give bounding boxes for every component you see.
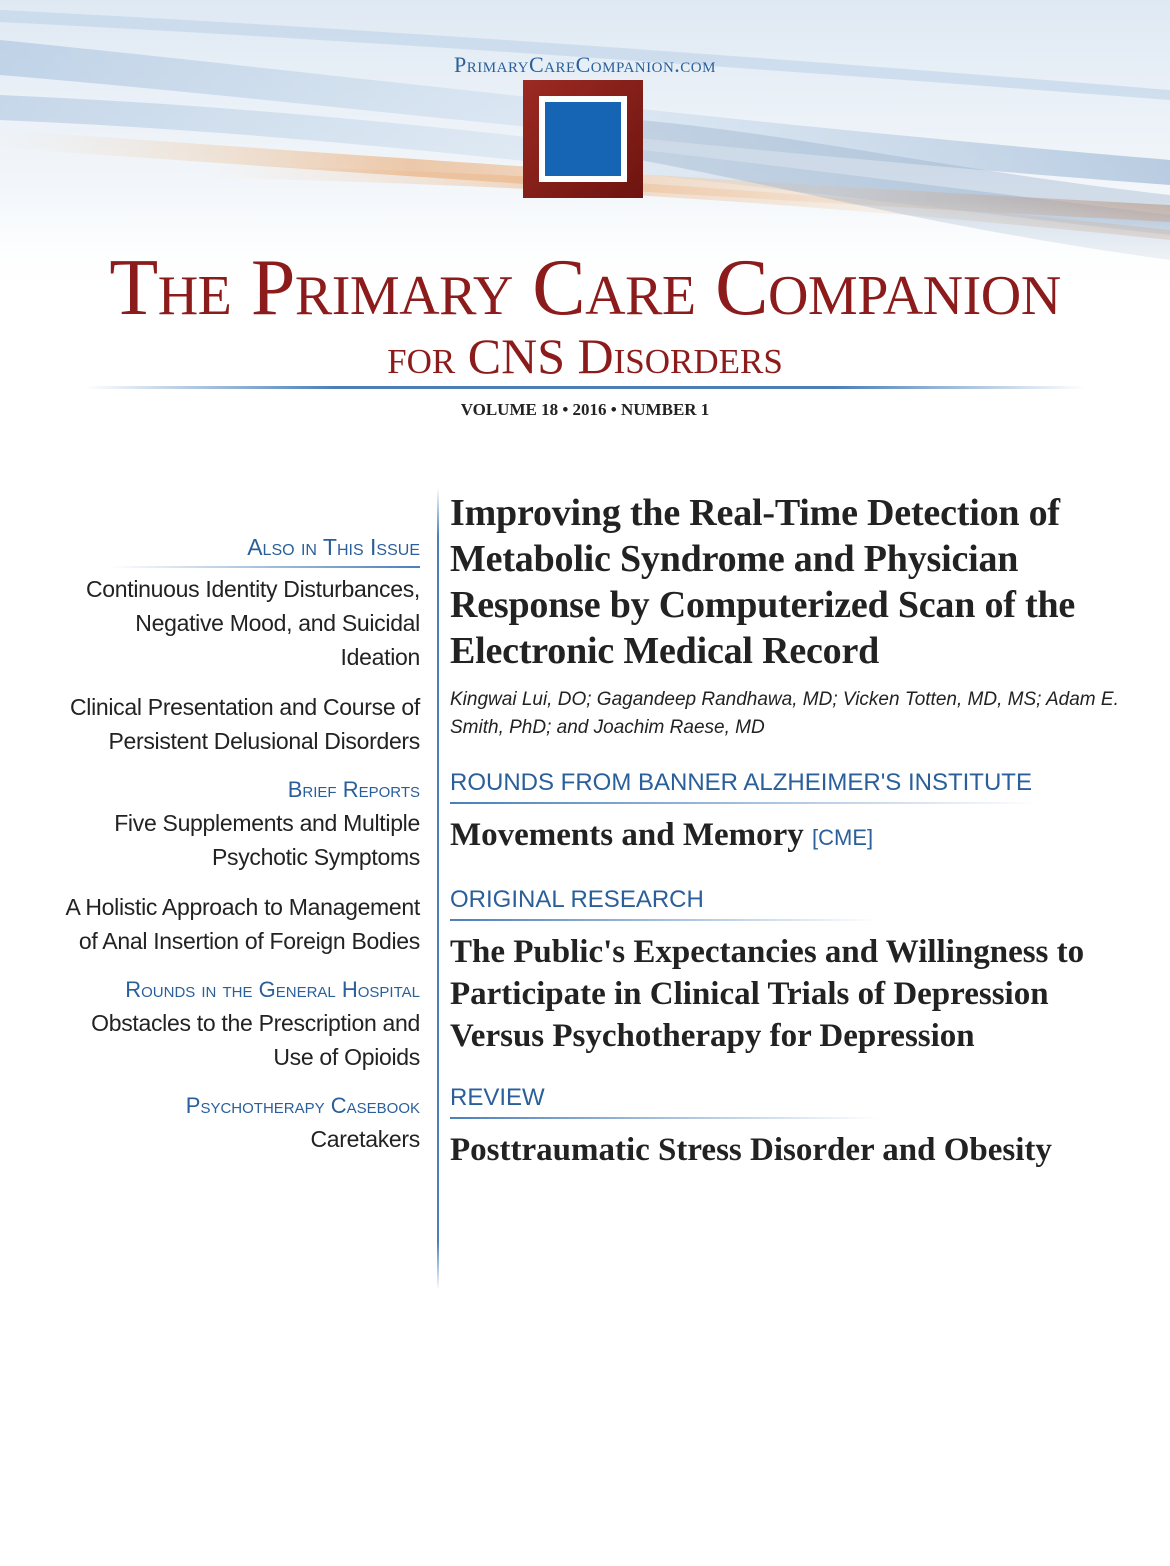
section-heading: ROUNDS FROM BANNER ALZHEIMER'S INSTITUTE: [450, 769, 1032, 796]
sidebar-article[interactable]: [60, 1090, 420, 1156]
feature-article-title[interactable]: Improving the Real-Time Detection of Metabolic Syndrome and Physician Response by Computerized Scan of the Electronic Medical Record: [450, 492, 1076, 672]
also-in-issue-sidebar: [60, 530, 420, 1172]
masthead-divider: [85, 386, 1085, 389]
sidebar-article-title[interactable]: Continuous Identity Disturbances, Negative Mood, and Suicidal Ideation: [85, 576, 420, 670]
sidebar-article-title[interactable]: Clinical Presentation and Course of Persistent Delusional Disorders: [69, 694, 420, 754]
journal-subtitle: for CNS Disorders: [387, 328, 783, 384]
sidebar-article[interactable]: [60, 572, 420, 674]
section-heading: REVIEW: [450, 1084, 545, 1111]
sidebar-section-label: Brief Reports: [287, 777, 420, 802]
sidebar-article-title[interactable]: Obstacles to the Prescription and Use of Opioids: [91, 1010, 420, 1070]
column-divider: [437, 488, 439, 1290]
section-article-title[interactable]: Posttraumatic Stress Disorder and Obesity: [450, 1132, 1052, 1168]
section-article-title[interactable]: The Public's Expectancies and Willingness to Participate in Clinical Trials of Depression Versus Psychotherapy for Depression: [450, 934, 1085, 1054]
sidebar-article-title[interactable]: Five Supplements and Multiple Psychotic Symptoms: [114, 810, 420, 870]
section-article-title[interactable]: [450, 814, 1150, 859]
feature-article-authors: Kingwai Lui, DO; Gagandeep Randhawa, MD; Vicken Totten, MD, MS; Adam E. Smith, PhD; and Joachim Raese, MD: [450, 689, 1119, 738]
article-title-text[interactable]: Movements and Memory: [450, 817, 804, 853]
sidebar-article[interactable]: [60, 774, 420, 874]
sidebar-section-label: Rounds in the General Hospital: [125, 977, 420, 1002]
sidebar-article[interactable]: [60, 690, 420, 758]
volume-issue-line: VOLUME 18 • 2016 • NUMBER 1: [460, 400, 710, 419]
sidebar-title: Also in This Issue: [247, 534, 420, 560]
site-url[interactable]: PrimaryCareCompanion.com: [454, 52, 716, 77]
sidebar-article[interactable]: [60, 890, 420, 958]
section-divider: [450, 1117, 880, 1119]
journal-logo: [523, 80, 643, 198]
section-divider: [450, 802, 1040, 804]
cme-tag: [CME]: [812, 825, 874, 850]
section-heading: ORIGINAL RESEARCH: [450, 886, 704, 913]
section-divider: [450, 919, 880, 921]
sidebar-article[interactable]: [60, 974, 420, 1074]
sidebar-article-title[interactable]: A Holistic Approach to Management of Anal Insertion of Foreign Bodies: [65, 894, 420, 954]
journal-title: The Primary Care Companion: [109, 244, 1061, 332]
sidebar-divider: [110, 566, 420, 568]
sidebar-section-label: Psychotherapy Casebook: [185, 1093, 420, 1118]
sidebar-article-title[interactable]: Caretakers: [310, 1126, 420, 1152]
main-contents: [450, 490, 1150, 1171]
